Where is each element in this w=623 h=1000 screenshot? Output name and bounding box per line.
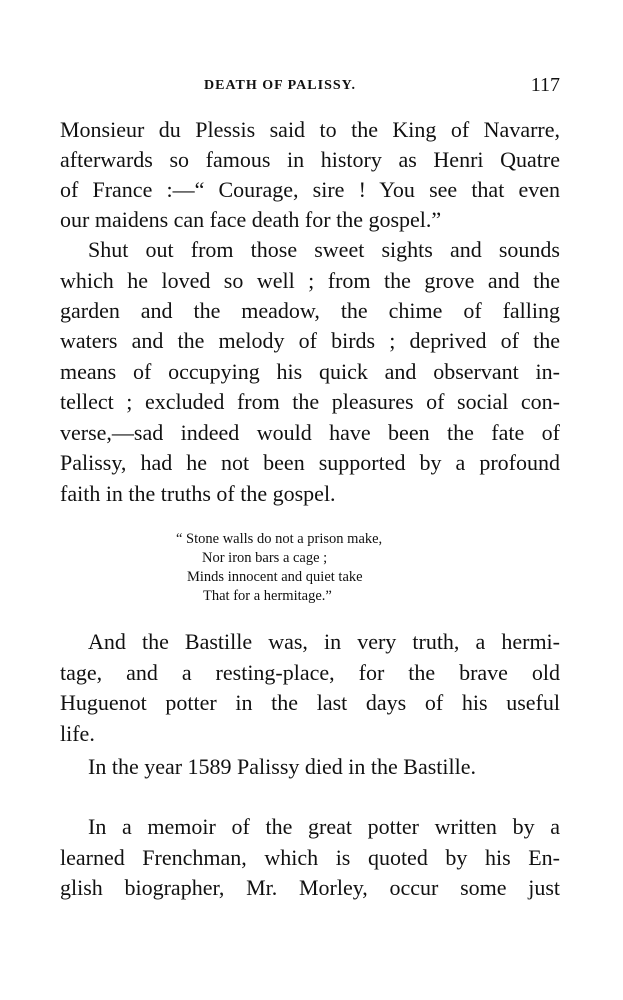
text-line: garden and the meadow, the chime of falling (60, 298, 560, 323)
text-line: which he loved so well ; from the grove and the (60, 268, 560, 293)
text-line: In the year 1589 Palissy died in the Bastille. (88, 754, 476, 779)
text-line: of France :—“ Courage, sire ! You see that even (60, 177, 560, 202)
running-title: DEATH OF PALISSY. (204, 78, 356, 93)
text-line: afterwards so famous in history as Henri Quatre (60, 147, 560, 172)
text-line: Monsieur du Plessis said to the King of Navarre, (60, 117, 560, 142)
verse-line: Minds innocent and quiet take (187, 569, 363, 585)
verse-line: Nor iron bars a cage ; (202, 550, 328, 566)
running-head (60, 74, 560, 98)
verse-line: That for a hermitage.” (203, 588, 332, 604)
text-line: life. (60, 721, 95, 746)
text-line: verse,—sad indeed would have been the fate of (60, 420, 560, 445)
text-line: our maidens can face death for the gospel.” (60, 207, 442, 232)
text-line: And the Bastille was, in very truth, a hermi- (88, 629, 560, 654)
page-number: 117 (530, 74, 560, 96)
text-line: learned Frenchman, which is quoted by his En- (60, 845, 560, 870)
text-line: means of occupying his quick and observant in- (60, 359, 560, 384)
text-line: waters and the melody of birds ; deprived of the (60, 328, 560, 353)
text-line: Huguenot potter in the last days of his useful (60, 690, 560, 715)
text-line: Shut out from those sweet sights and sounds (88, 237, 560, 262)
text-line: In a memoir of the great potter written by a (88, 814, 560, 839)
text-line: faith in the truths of the gospel. (60, 481, 336, 506)
text-line: tage, and a resting-place, for the brave old (60, 660, 560, 685)
text-line: glish biographer, Mr. Morley, occur some just (60, 875, 560, 900)
text-line: Palissy, had he not been supported by a profound (60, 450, 560, 475)
verse-line: “ Stone walls do not a prison make, (176, 531, 383, 547)
text-line: tellect ; excluded from the pleasures of social con- (60, 389, 560, 414)
